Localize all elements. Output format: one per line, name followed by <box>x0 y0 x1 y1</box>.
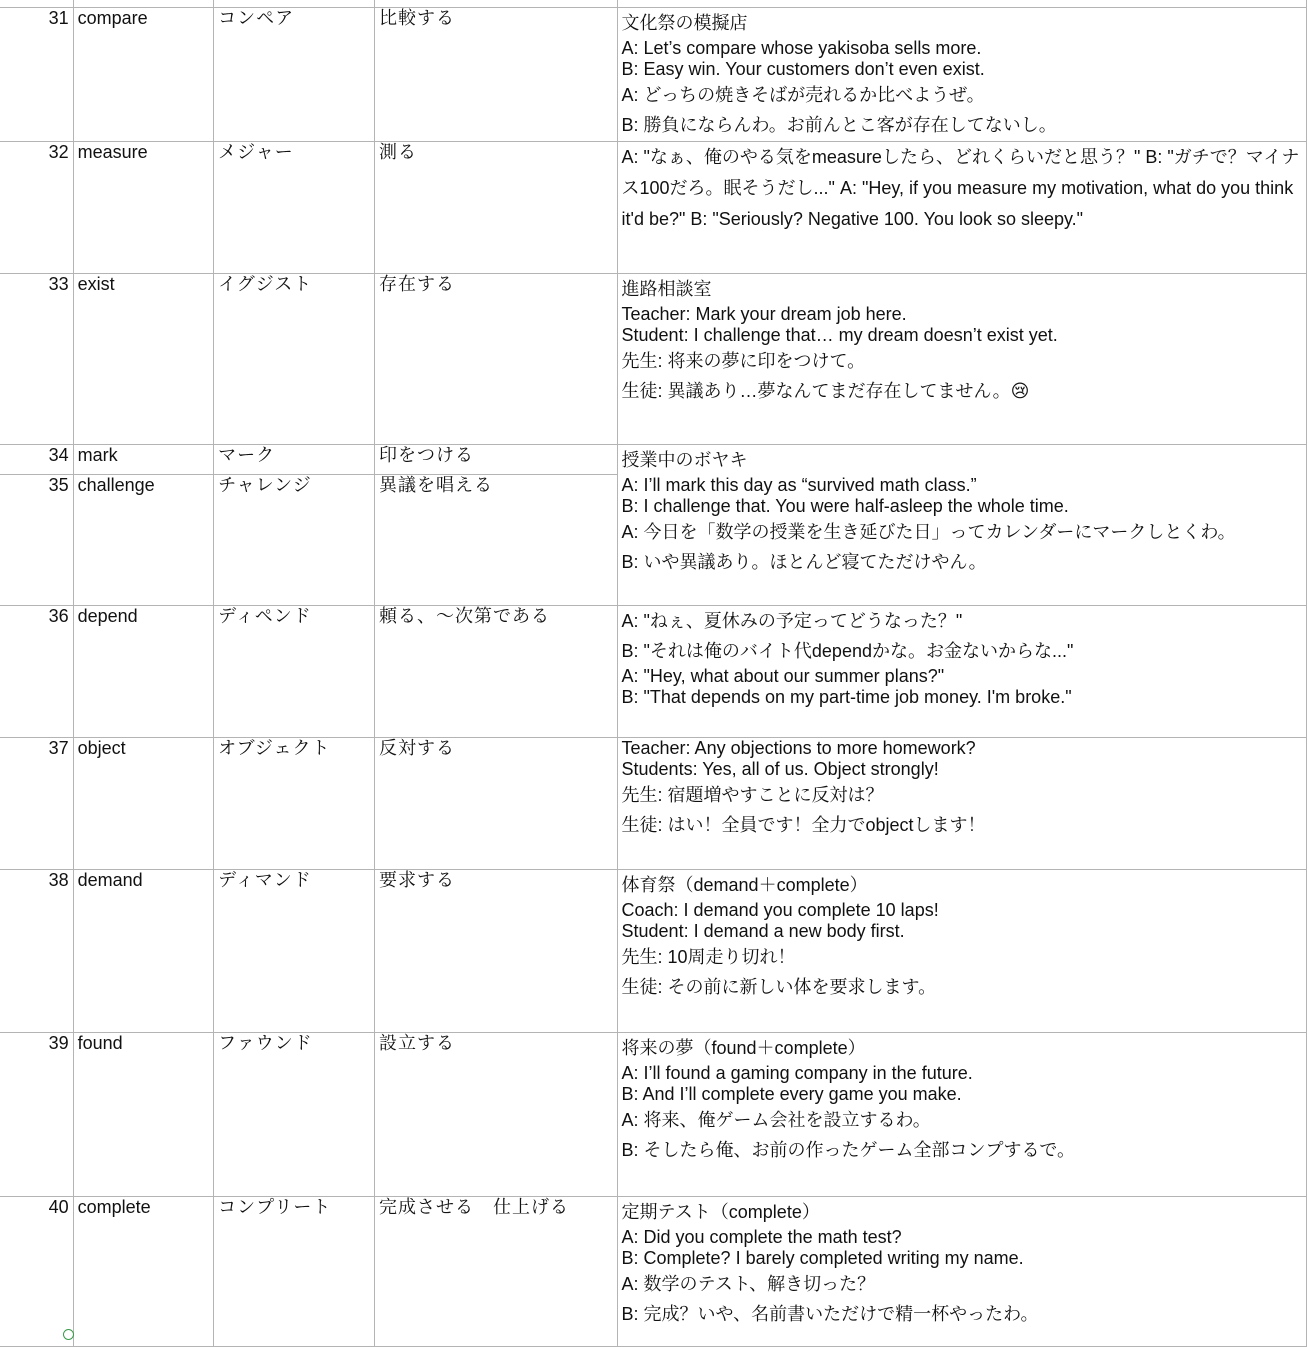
selection-fill-handle[interactable] <box>63 1329 74 1340</box>
example-line: B: "That depends on my part-time job money. I'm broke." <box>621 687 1072 707</box>
meaning-cell[interactable]: 異議を唱える <box>375 475 618 606</box>
cell[interactable] <box>73 0 214 8</box>
example-line: 生徒: はい！全員です！全力でobjectします！ <box>621 815 986 835</box>
table-row <box>0 8 1307 142</box>
example-line: B: Complete? I barely completed writing my name. <box>621 1248 1024 1268</box>
table-row <box>0 738 1307 870</box>
meaning-cell[interactable]: 測る <box>375 142 618 274</box>
example-line: A: 今日を「数学の授業を生き延びた日」ってカレンダーにマークしとくわ。 <box>621 522 1236 542</box>
example-cell[interactable] <box>617 8 1306 142</box>
cell[interactable] <box>214 0 375 8</box>
example-text: A: "なぁ、俺のやる気をmeasureしたら、どれくらいだと思う？" B: "ガチで？マイナス100だろ。眠そうだし..." A: "Hey, if you measure my motivation, what do you think it'd be?" B: "Seriously? Negative 100. You look so sleepy." <box>621 147 1300 229</box>
example-cell[interactable] <box>617 142 1306 274</box>
example-line: Teacher: Any objections to more homework? <box>621 738 976 758</box>
table-row-partial <box>0 0 1307 8</box>
example-line: B: And I’ll complete every game you make. <box>621 1084 962 1104</box>
katakana-cell[interactable]: ディマンド <box>214 870 375 1033</box>
example-heading: 文化祭の模擬店 <box>621 13 748 33</box>
katakana-cell[interactable]: コンプリート <box>214 1197 375 1347</box>
example-line: A: I’ll mark this day as “survived math class.” <box>621 475 977 495</box>
example-line: B: 勝負にならんわ。お前んとこ客が存在してないし。 <box>621 115 1057 135</box>
word-cell[interactable]: demand <box>73 870 214 1033</box>
meaning-cell[interactable]: 完成させる 仕上げる <box>375 1197 618 1347</box>
example-line: 先生: 10周走り切れ！ <box>621 947 796 967</box>
example-cell[interactable] <box>617 738 1306 870</box>
example-cell[interactable] <box>617 1033 1306 1197</box>
row-number-cell[interactable]: 38 <box>0 870 73 1033</box>
meaning-cell[interactable]: 反対する <box>375 738 618 870</box>
word-cell[interactable]: depend <box>73 606 214 738</box>
example-line: Coach: I demand you complete 10 laps! <box>621 900 939 920</box>
example-line: 生徒: 異議あり…夢なんてまだ存在してません。😢 <box>621 381 1030 401</box>
row-number-cell[interactable]: 35 <box>0 475 73 606</box>
table-row <box>0 142 1307 274</box>
example-line: 先生: 将来の夢に印をつけて。 <box>621 351 866 371</box>
example-line: Student: I challenge that… my dream doesn’t exist yet. <box>621 325 1058 345</box>
katakana-cell[interactable]: ファウンド <box>214 1033 375 1197</box>
meaning-cell[interactable]: 比較する <box>375 8 618 142</box>
row-number-cell[interactable]: 34 <box>0 445 73 475</box>
example-line: A: Let’s compare whose yakisoba sells more. <box>621 38 982 58</box>
example-cell[interactable] <box>617 1197 1306 1347</box>
meaning-cell[interactable]: 存在する <box>375 274 618 445</box>
word-cell[interactable]: exist <box>73 274 214 445</box>
table-row <box>0 445 1307 475</box>
row-number-cell[interactable]: 32 <box>0 142 73 274</box>
word-cell[interactable]: measure <box>73 142 214 274</box>
example-line: B: いや異議あり。ほとんど寝てただけやん。 <box>621 552 987 572</box>
cell[interactable] <box>617 0 1306 8</box>
meaning-cell[interactable]: 頼る、〜次第である <box>375 606 618 738</box>
word-cell[interactable]: challenge <box>73 475 214 606</box>
example-heading: 将来の夢（found＋complete） <box>621 1038 866 1058</box>
example-line: B: Easy win. Your customers don’t even exist. <box>621 59 985 79</box>
example-line: 先生: 宿題増やすことに反対は？ <box>621 785 884 805</box>
example-line: Student: I demand a new body first. <box>621 921 905 941</box>
row-number-cell[interactable]: 39 <box>0 1033 73 1197</box>
meaning-cell[interactable]: 印をつける <box>375 445 618 475</box>
example-line: B: I challenge that. You were half-asleep the whole time. <box>621 496 1069 516</box>
cell[interactable] <box>375 0 618 8</box>
katakana-cell[interactable]: オブジェクト <box>214 738 375 870</box>
example-line: A: Did you complete the math test? <box>621 1227 902 1247</box>
katakana-cell[interactable]: コンペア <box>214 8 375 142</box>
example-heading: 進路相談室 <box>621 279 712 299</box>
row-number-cell[interactable]: 36 <box>0 606 73 738</box>
word-cell[interactable]: found <box>73 1033 214 1197</box>
katakana-cell[interactable]: メジャー <box>214 142 375 274</box>
example-line: A: 将来、俺ゲーム会社を設立するわ。 <box>621 1110 931 1130</box>
table-row <box>0 870 1307 1033</box>
example-line: B: そしたら俺、お前の作ったゲーム全部コンプするで。 <box>621 1140 1075 1160</box>
example-line: B: 完成？いや、名前書いただけで精一杯やったわ。 <box>621 1304 1039 1324</box>
row-number-cell[interactable]: 37 <box>0 738 73 870</box>
example-cell[interactable] <box>617 274 1306 445</box>
meaning-cell[interactable]: 設立する <box>375 1033 618 1197</box>
katakana-cell[interactable]: チャレンジ <box>214 475 375 606</box>
example-line: A: "ねぇ、夏休みの予定ってどうなった？" <box>621 611 963 631</box>
example-cell[interactable] <box>617 870 1306 1033</box>
example-line: Teacher: Mark your dream job here. <box>621 304 907 324</box>
word-cell[interactable]: object <box>73 738 214 870</box>
example-line: Students: Yes, all of us. Object strongly! <box>621 759 939 779</box>
meaning-cell[interactable]: 要求する <box>375 870 618 1033</box>
example-heading: 体育祭（demand＋complete） <box>621 875 868 895</box>
katakana-cell[interactable]: マーク <box>214 445 375 475</box>
row-number-cell[interactable]: 40 <box>0 1197 73 1347</box>
row-number-cell[interactable]: 31 <box>0 8 73 142</box>
table-row <box>0 606 1307 738</box>
word-cell[interactable]: complete <box>73 1197 214 1347</box>
example-line: B: "それは俺のバイト代dependかな。お金ないからな..." <box>621 641 1074 661</box>
table-row <box>0 274 1307 445</box>
word-cell[interactable]: compare <box>73 8 214 142</box>
word-cell[interactable]: mark <box>73 445 214 475</box>
example-cell[interactable] <box>617 606 1306 738</box>
example-line: A: どっちの焼きそばが売れるか比べようぜ。 <box>621 85 985 105</box>
example-line: A: I’ll found a gaming company in the future. <box>621 1063 973 1083</box>
example-line: 生徒: その前に新しい体を要求します。 <box>621 977 937 997</box>
example-line: A: 数学のテスト、解き切った？ <box>621 1274 876 1294</box>
example-cell[interactable] <box>617 445 1306 606</box>
table-row <box>0 1197 1307 1347</box>
katakana-cell[interactable]: ディペンド <box>214 606 375 738</box>
table-row <box>0 1033 1307 1197</box>
example-heading: 定期テスト（complete） <box>621 1202 820 1222</box>
row-number-cell[interactable]: 33 <box>0 274 73 445</box>
cell[interactable] <box>0 0 73 8</box>
example-line: A: "Hey, what about our summer plans?" <box>621 666 945 686</box>
example-heading: 授業中のボヤキ <box>621 450 748 470</box>
katakana-cell[interactable]: イグジスト <box>214 274 375 445</box>
